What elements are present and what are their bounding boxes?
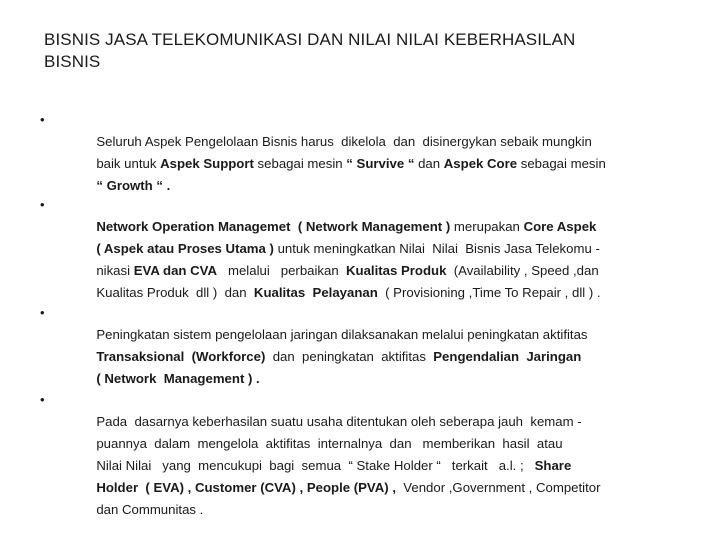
bullet-text-4 <box>67 389 687 517</box>
text-run: untuk meningkatkan Nilai Nilai Bisnis Jasa Telekomu - <box>273 241 600 256</box>
text-run: (Availability , Speed ,dan <box>446 263 599 278</box>
text-run: Vendor ,Government , Competitor <box>395 480 601 495</box>
text-run: sebagai mesin <box>253 156 347 171</box>
text-run: dan Communitas . <box>96 502 204 517</box>
text-run: dan peningkatan aktifitas <box>265 349 434 364</box>
emphasis-aspek-support: Aspek Support <box>160 156 254 171</box>
text-run: dan <box>414 156 444 171</box>
text-run: baik untuk <box>96 156 161 171</box>
emphasis-network-management: ( Network Management ) . <box>96 371 260 386</box>
bullet-text-3 <box>67 302 687 386</box>
emphasis-stakeholders: Holder ( EVA) , Customer (CVA) , People (PVA) , <box>96 480 396 495</box>
emphasis-share: Share <box>534 458 572 473</box>
emphasis-network-operation: Network Operation Managemet ( Network Management ) <box>96 219 451 234</box>
bullet-dot-icon: • <box>40 305 45 320</box>
slide-title-line-2: BISNIS <box>44 52 101 71</box>
bullet-text-2 <box>67 194 687 300</box>
bullet-text-1 <box>67 109 687 193</box>
slide-title <box>44 28 694 72</box>
text-run: nikasi <box>96 263 134 278</box>
bullet-1-line-1 <box>67 109 687 149</box>
emphasis-transaksional: Transaksional (Workforce) <box>96 349 266 364</box>
bullet-2-line-1 <box>67 194 687 234</box>
bullet-dot-icon: • <box>40 112 45 127</box>
text-run: Pada dasarnya keberhasilan suatu usaha ditentukan oleh seberapa jauh kemam - <box>96 414 582 429</box>
emphasis-kualitas-produk: Kualitas Produk <box>346 263 447 278</box>
text-run: merupakan <box>450 219 524 234</box>
text-run: Nilai Nilai yang mencukupi bagi semua “ Stake Holder “ terkait a.l. ; <box>96 458 535 473</box>
emphasis-pengendalian-jaringan: Pengendalian Jaringan <box>433 349 582 364</box>
emphasis-proses-utama: ( Aspek atau Proses Utama ) <box>96 241 274 256</box>
text-run: Peningkatan sistem pengelolaan jaringan dilaksanakan melalui peningkatan aktifitas <box>96 327 588 342</box>
emphasis-survive: “ Survive “ <box>346 156 415 171</box>
bullet-3-line-1 <box>67 302 687 342</box>
emphasis-growth: “ Growth “ . <box>96 178 171 193</box>
text-run: ( Provisioning ,Time To Repair , dll ) . <box>377 285 601 300</box>
emphasis-core-aspek: Core Aspek <box>523 219 597 234</box>
emphasis-aspek-core: Aspek Core <box>443 156 518 171</box>
bullet-dot-icon: • <box>40 197 45 212</box>
text-run: sebagai mesin <box>517 156 606 171</box>
bullet-dot-icon: • <box>40 392 45 407</box>
text-run: melalui perbaikan <box>217 263 347 278</box>
text-run: Kualitas Produk dll ) dan <box>96 285 254 300</box>
bullet-4-line-1 <box>67 389 687 429</box>
text-run: Seluruh Aspek Pengelolaan Bisnis harus dikelola dan disinergykan sebaik mungkin <box>96 134 592 149</box>
emphasis-eva-cva: EVA dan CVA <box>133 263 217 278</box>
slide-title-line-1: BISNIS JASA TELEKOMUNIKASI DAN NILAI NILAI KEBERHASILAN <box>44 30 576 49</box>
text-run: puannya dalam mengelola aktifitas internalnya dan memberikan hasil atau <box>96 436 563 451</box>
emphasis-kualitas-pelayanan: Kualitas Pelayanan <box>253 285 378 300</box>
